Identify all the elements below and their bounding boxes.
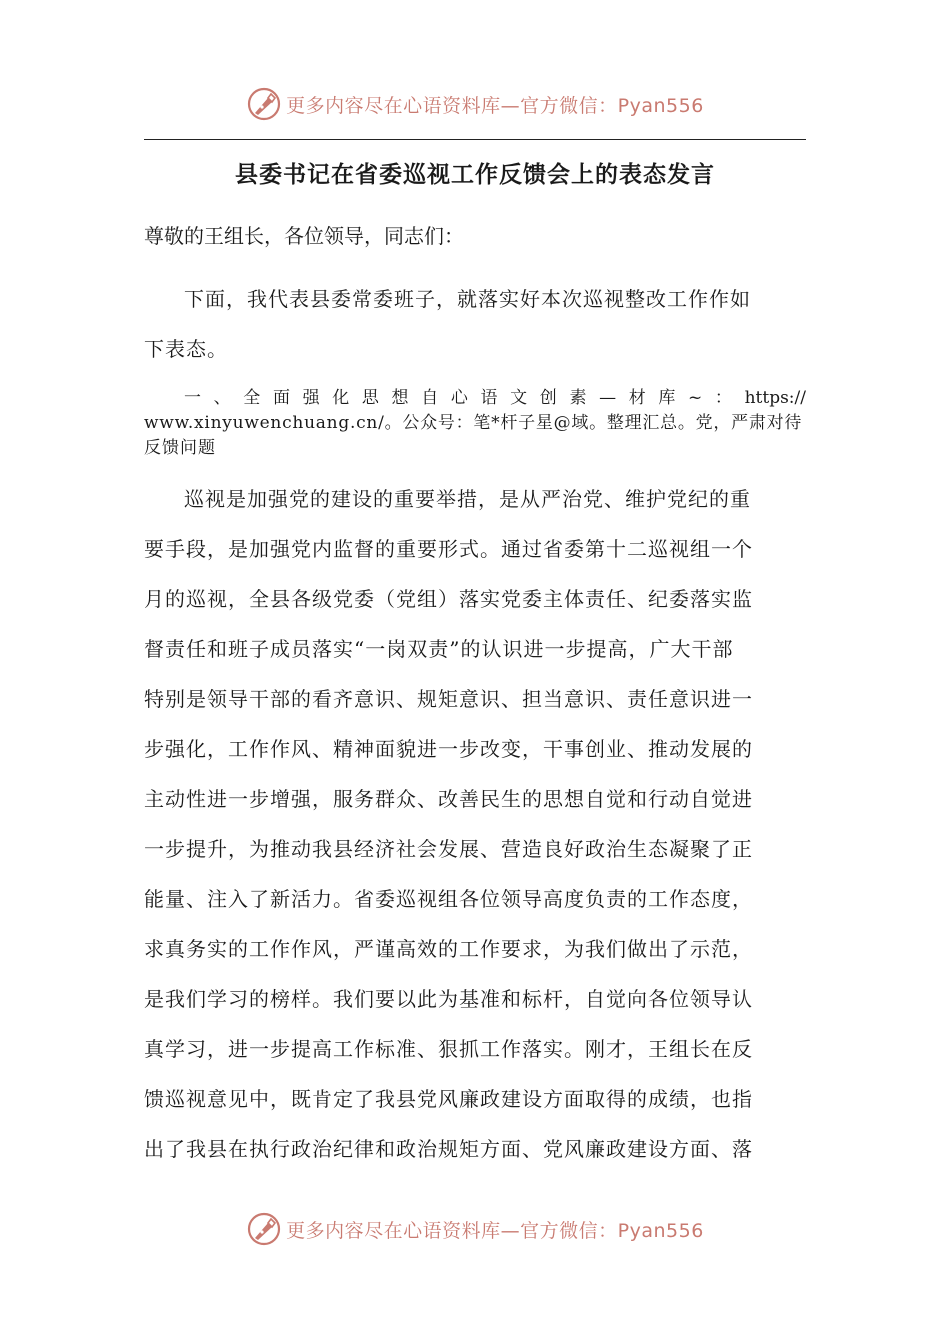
paragraph-intro <box>144 274 806 374</box>
pen-nib-logo-icon <box>246 1211 282 1247</box>
document-title: 县委书记在省委巡视工作反馈会上的表态发言 <box>235 161 715 188</box>
paragraph-line: 督责任和班子成员落实“一岗双责”的认识进一步提高，广大干部 <box>144 637 734 661</box>
watermark-text: 更多内容尽在心语资料库—官方微信：Pyan556 <box>286 94 704 117</box>
heading-line: 一、全面强化思想自心语文创素—材库~：https:// <box>184 388 806 408</box>
paragraph-line: 要手段，是加强党内监督的重要形式。通过省委第十二巡视组一个 <box>144 537 753 561</box>
paragraph-line: 出了我县在执行政治纪律和政治规矩方面、党风廉政建设方面、落 <box>144 1137 753 1161</box>
header-watermark <box>0 84 950 124</box>
paragraph-line: 巡视是加强党的建设的重要举措，是从严治党、维护党纪的重 <box>184 487 751 511</box>
paragraph-body <box>144 474 806 1174</box>
paragraph-line: 主动性进一步增强，服务群众、改善民生的思想自觉和行动自觉进 <box>144 787 753 811</box>
paragraph-line: 能量、注入了新活力。省委巡视组各位领导高度负责的工作态度， <box>144 887 753 911</box>
paragraph-line: 是我们学习的榜样。我们要以此为基准和标杆，自觉向各位领导认 <box>144 987 753 1011</box>
paragraph-line: 月的巡视，全县各级党委（党组）落实党委主体责任、纪委落实监 <box>144 587 753 611</box>
heading-line: www.xinyuwenchuang.cn/。公众号：笔*杆子星@域。整理汇总。党，严肃对待 <box>144 413 803 433</box>
paragraph-line: 下面，我代表县委常委班子，就落实好本次巡视整改工作作如 <box>184 287 751 311</box>
section-heading <box>144 386 806 461</box>
footer-watermark <box>0 1209 950 1249</box>
pen-nib-logo-icon <box>246 86 282 122</box>
header-divider <box>144 139 806 140</box>
paragraph-line: 求真务实的工作作风，严谨高效的工作要求，为我们做出了示范， <box>144 937 753 961</box>
paragraph-line: 特别是领导干部的看齐意识、规矩意识、担当意识、责任意识进一 <box>144 687 753 711</box>
paragraph-line: 步强化，工作作风、精神面貌进一步改变，干事创业、推动发展的 <box>144 737 753 761</box>
heading-line: 反馈问题 <box>144 438 216 458</box>
paragraph-line: 真学习，进一步提高工作标准、狠抓工作落实。刚才，王组长在反 <box>144 1037 753 1061</box>
paragraph-line: 下表态。 <box>144 337 228 361</box>
watermark-text: 更多内容尽在心语资料库—官方微信：Pyan556 <box>286 1219 704 1242</box>
paragraph-line: 馈巡视意见中，既肯定了我县党风廉政建设方面取得的成绩，也指 <box>144 1087 753 1111</box>
paragraph-line: 一步提升，为推动我县经济社会发展、营造良好政治生态凝聚了正 <box>144 837 753 861</box>
salutation: 尊敬的王组长，各位领导，同志们： <box>144 224 464 248</box>
